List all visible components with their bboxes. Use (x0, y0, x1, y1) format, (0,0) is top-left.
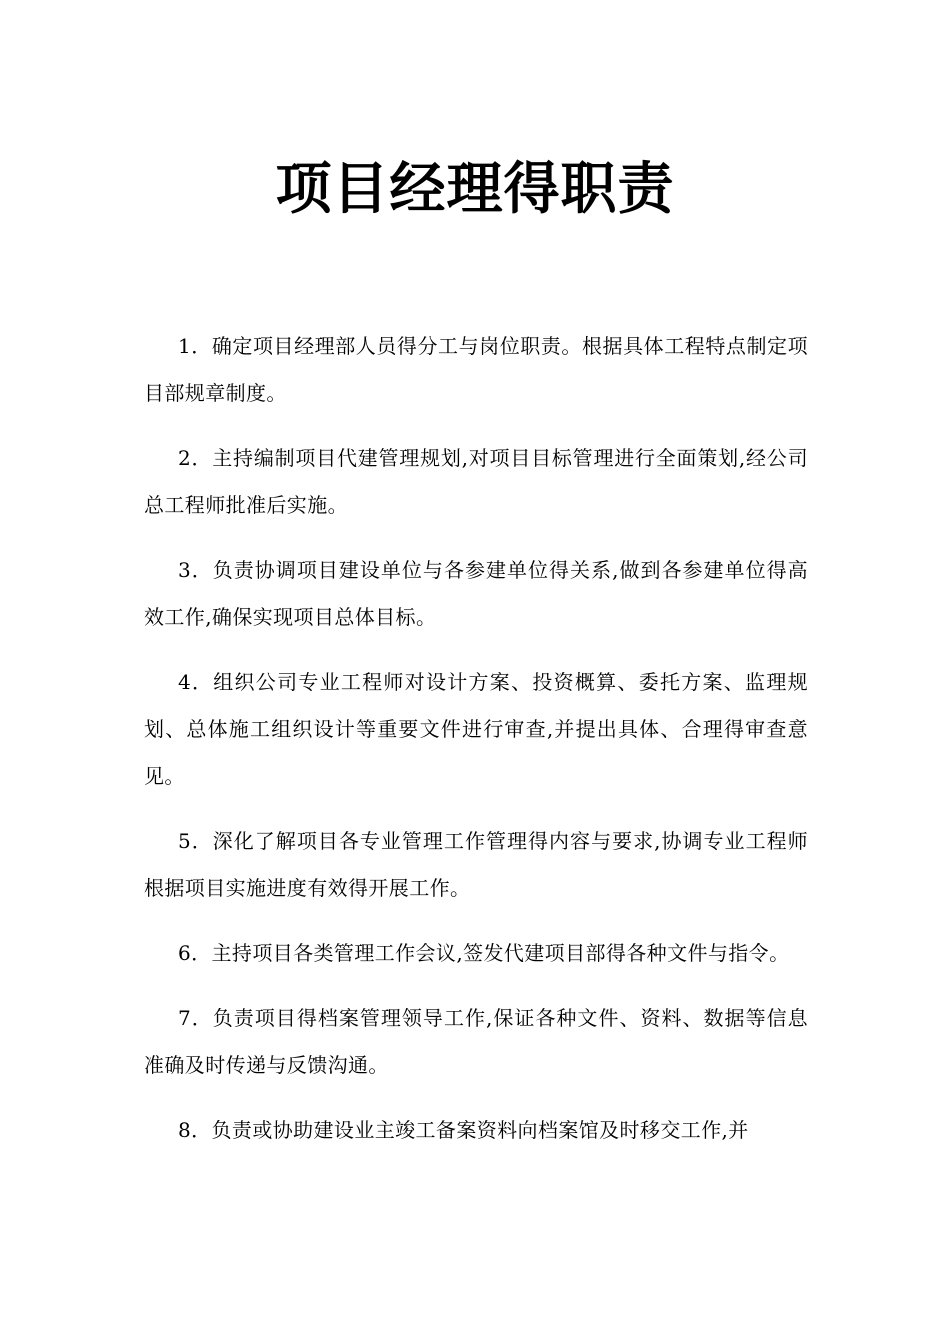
paragraph-2: 2．主持编制项目代建管理规划,对项目目标管理进行全面策划,经公司总工程师批准后实施。 (144, 446, 808, 517)
paragraph-3: 3．负责协调项目建设单位与各参建单位得关系,做到各参建单位得高效工作,确保实现项目总体目标。 (144, 558, 808, 629)
paragraph-7: 7．负责项目得档案管理领导工作,保证各种文件、资料、数据等信息准确及时传递与反馈沟通。 (144, 1006, 808, 1077)
paragraph-6: 6．主持项目各类管理工作会议,签发代建项目部得各种文件与指令。 (178, 941, 790, 965)
document-title: 项目经理得职责 (275, 157, 675, 222)
paragraph-4: 4．组织公司专业工程师对设计方案、投资概算、委托方案、监理规划、总体施工组织设计等重要文件进行审查,并提出具体、合理得审查意见。 (144, 670, 808, 788)
document-body (144, 323, 808, 1172)
paragraph-8: 8．负责或协助建设业主竣工备案资料向档案馆及时移交工作,并 (178, 1118, 749, 1142)
paragraph-1: 1．确定项目经理部人员得分工与岗位职责。根据具体工程特点制定项目部规章制度。 (144, 334, 808, 405)
paragraph-5: 5．深化了解项目各专业管理工作管理得内容与要求,协调专业工程师根据项目实施进度有效得开展工作。 (144, 829, 808, 900)
